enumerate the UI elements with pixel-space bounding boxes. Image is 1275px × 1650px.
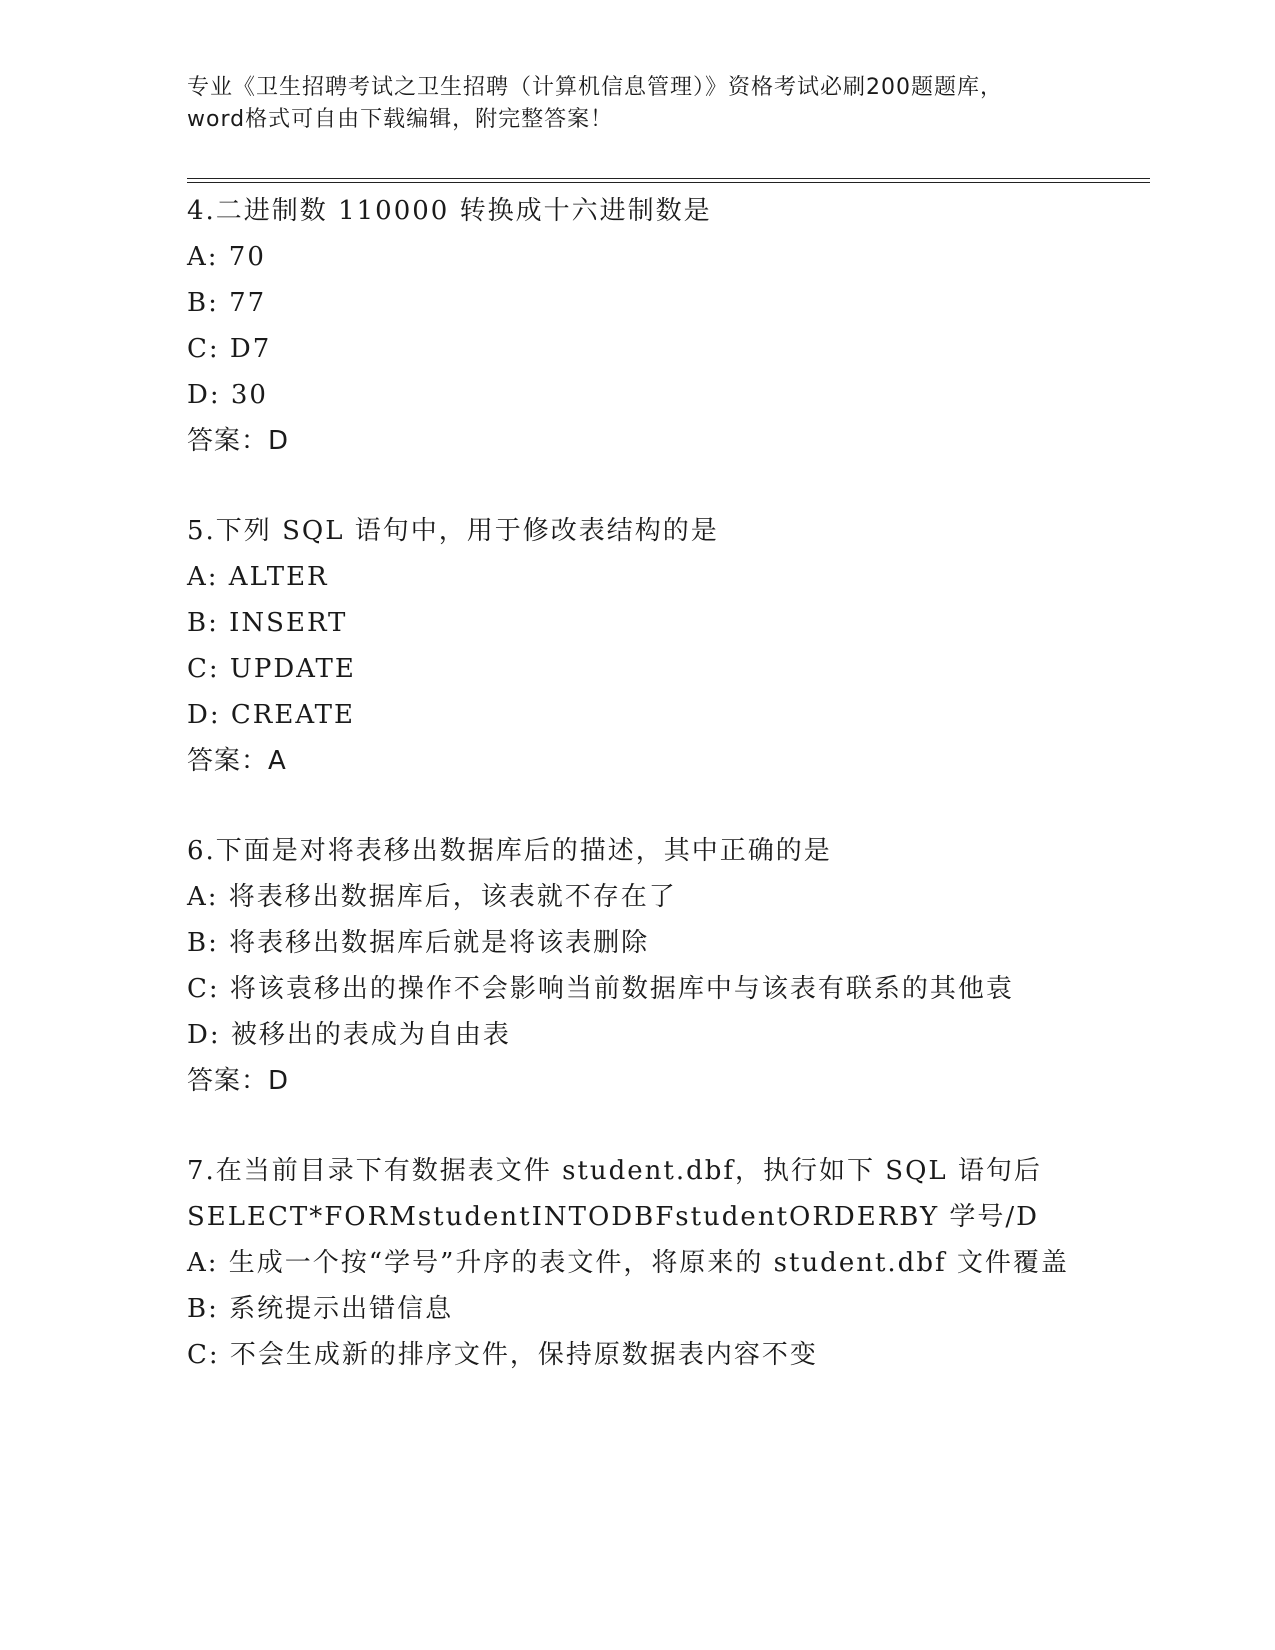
option-a: A: 将表移出数据库后，该表就不存在了 [187,882,677,912]
header-line-2: word格式可自由下载编辑，附完整答案！ [187,107,614,132]
header-divider-bottom [187,182,1150,183]
option-d: D: CREATE [187,700,355,730]
answer: 答案：A [187,746,287,776]
option-a: A: 生成一个按“学号”升序的表文件，将原来的 student.dbf 文件覆盖 [187,1248,1069,1278]
option-d: D: 被移出的表成为自由表 [187,1020,511,1050]
question-stem-sql: SELECT*FORMstudentINTODBFstudentORDERBY 学号/D [187,1202,1039,1232]
question-stem: 5.下列 SQL 语句中，用于修改表结构的是 [187,516,719,546]
answer: 答案：D [187,426,290,456]
option-c: C: UPDATE [187,654,356,684]
question-4 [187,188,1087,464]
option-a: A: 70 [187,242,266,272]
option-c: C: D7 [187,334,272,364]
question-6 [187,828,1087,1104]
question-stem: 7.在当前目录下有数据表文件 student.dbf，执行如下 SQL 语句后 [187,1156,1042,1186]
header-line-1: 专业《卫生招聘考试之卫生招聘（计算机信息管理）》资格考试必刷200题题库， [187,75,1003,100]
question-stem: 4.二进制数 110000 转换成十六进制数是 [187,196,712,226]
header-divider-top [187,178,1150,179]
option-d: D: 30 [187,380,268,410]
question-5 [187,508,1087,784]
document-header [187,72,1087,136]
option-b: B: INSERT [187,608,348,638]
question-stem: 6.下面是对将表移出数据库后的描述，其中正确的是 [187,836,832,866]
option-b: B: 将表移出数据库后就是将该表删除 [187,928,650,958]
option-c: C: 将该袁移出的操作不会影响当前数据库中与该表有联系的其他袁 [187,974,1014,1004]
answer: 答案：D [187,1066,290,1096]
option-b: B: 77 [187,288,267,318]
option-a: A: ALTER [187,562,329,592]
question-7 [187,1148,1087,1378]
option-c: C: 不会生成新的排序文件，保持原数据表内容不变 [187,1340,818,1370]
option-b: B: 系统提示出错信息 [187,1294,454,1324]
